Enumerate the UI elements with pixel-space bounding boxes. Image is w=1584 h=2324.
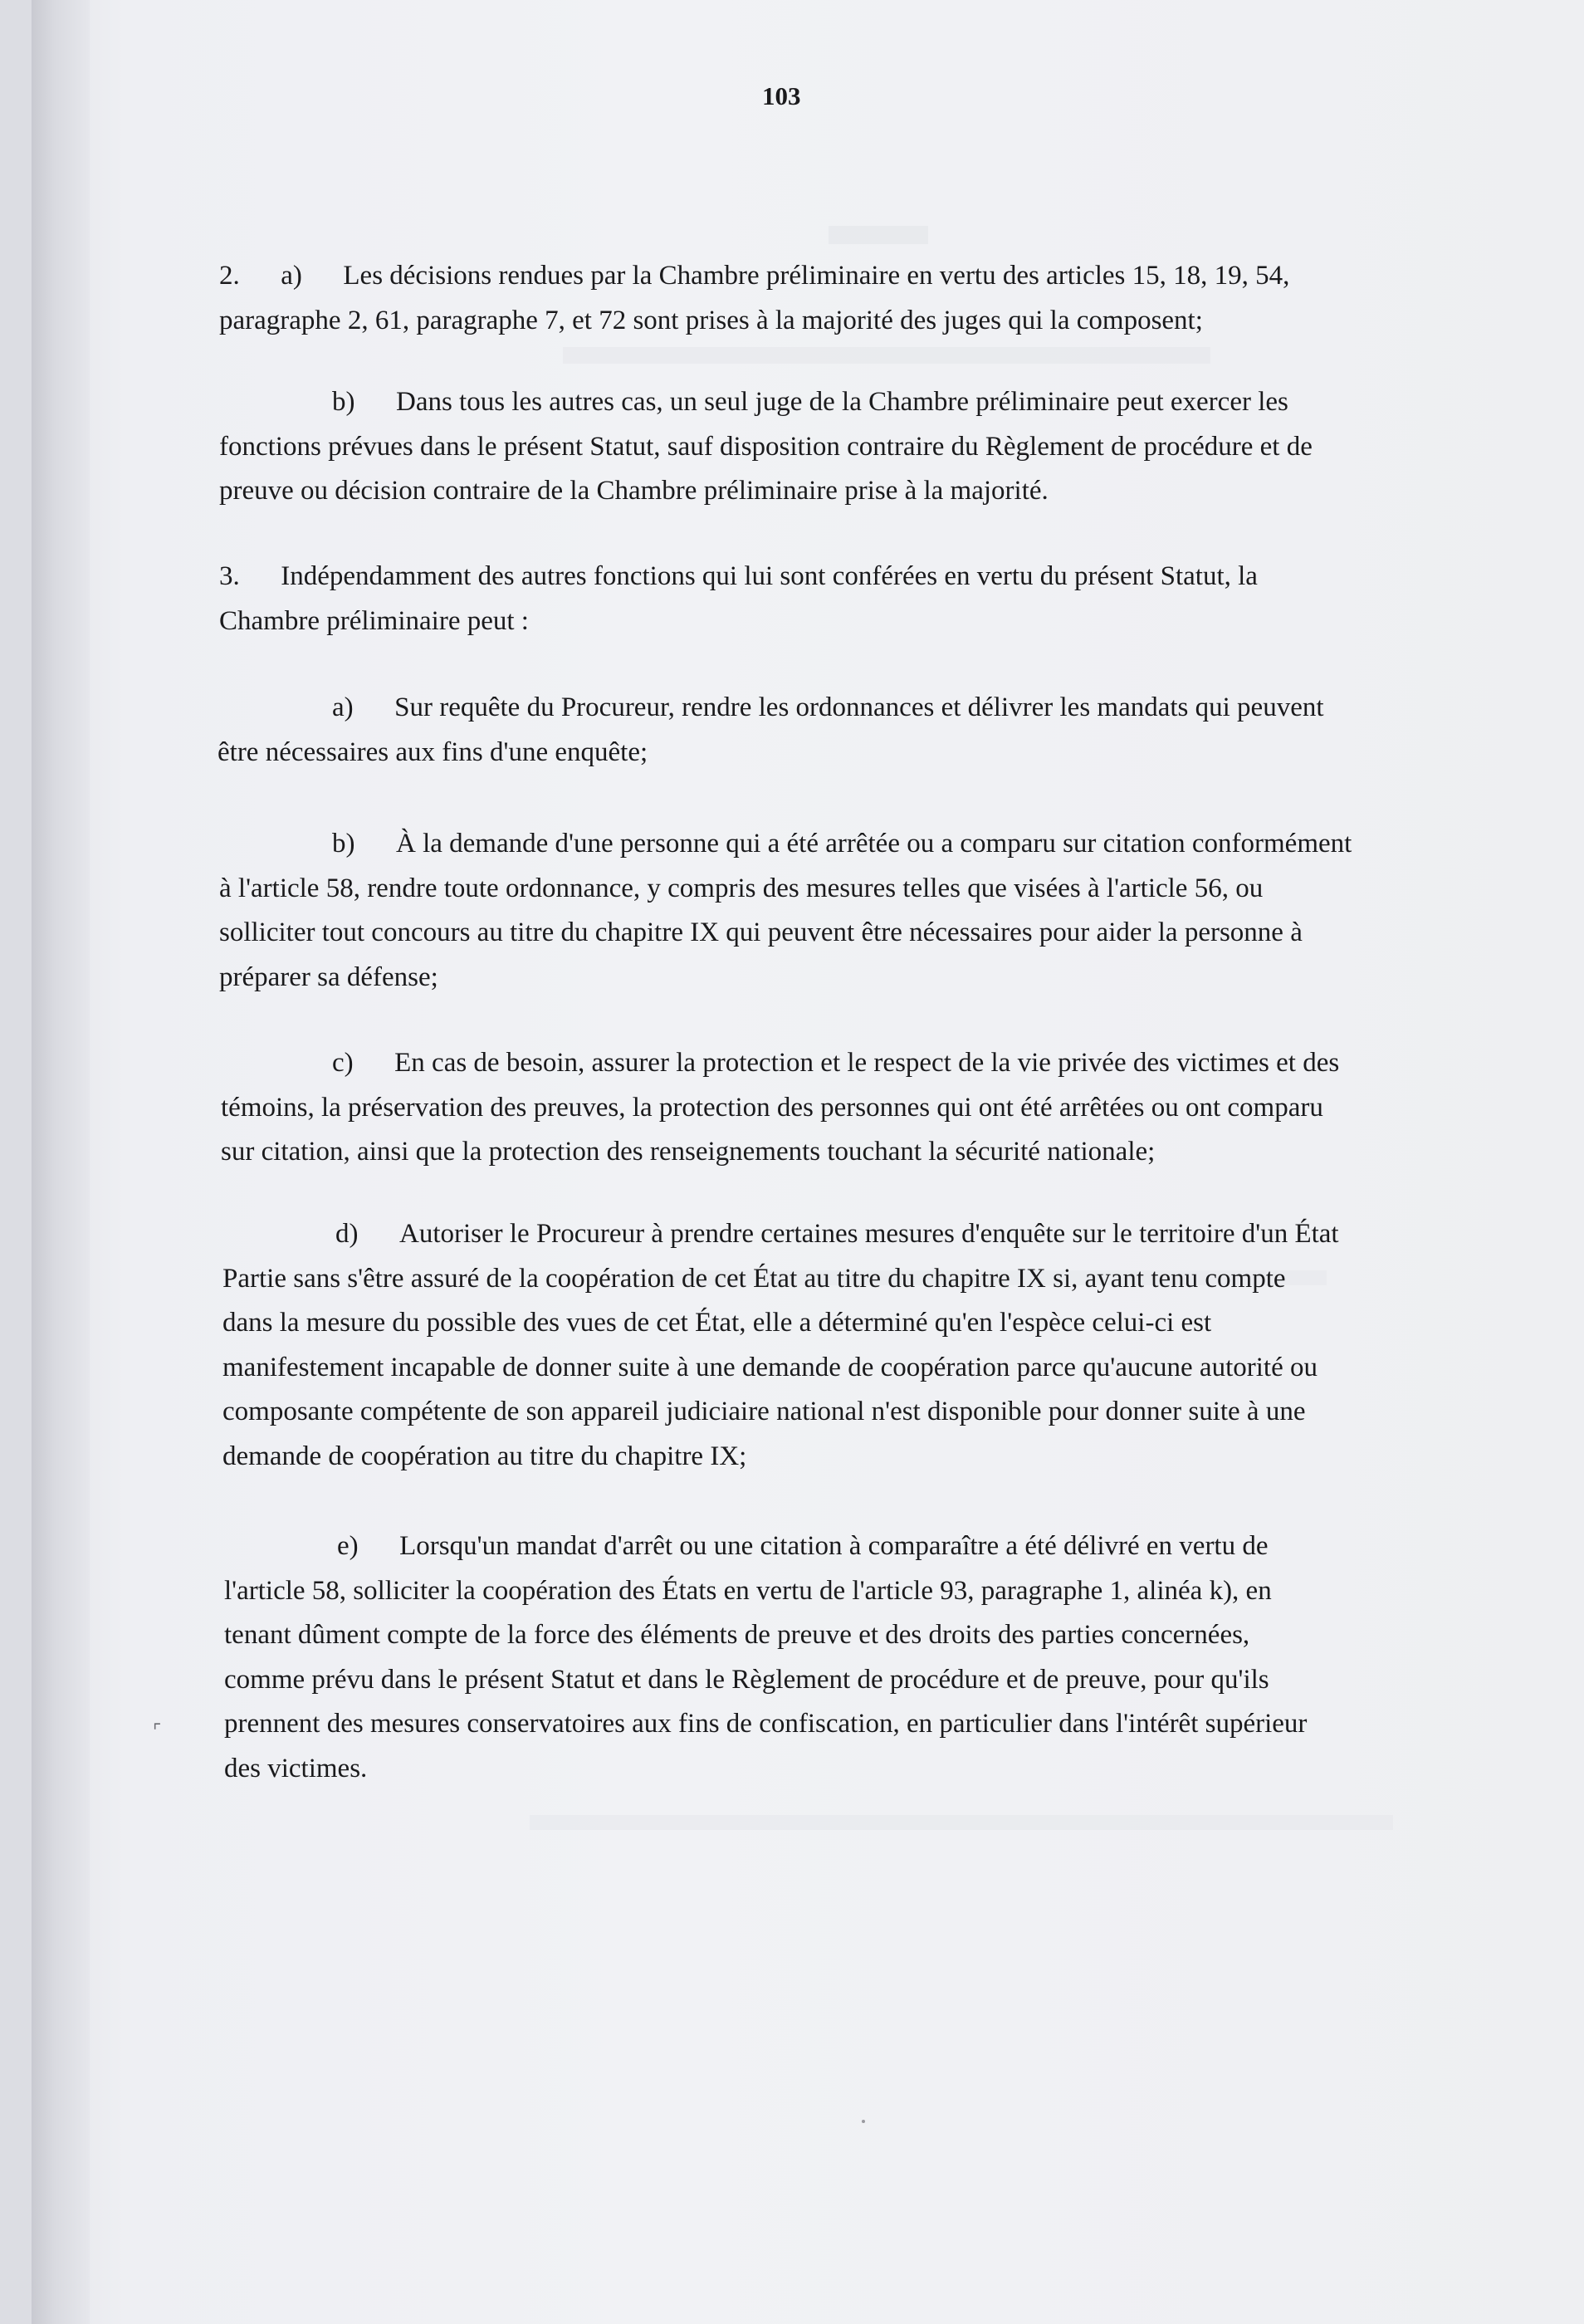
text-line: preuve ou décision contraire de la Chambre préliminaire prise à la majorité. — [219, 476, 1049, 506]
document-text — [32, 0, 1584, 2324]
text-line: paragraphe 2, 61, paragraphe 7, et 72 sont prises à la majorité des juges qui la composent; — [219, 305, 1203, 335]
text-line: d) Autoriser le Procureur à prendre certaines mesures d'enquête sur le territoire d'un État — [335, 1219, 1339, 1249]
text-line: comme prévu dans le présent Statut et dans le Règlement de procédure et de preuve, pour qu'ils — [224, 1664, 1269, 1695]
text-line: solliciter tout concours au titre du chapitre IX qui peuvent être nécessaires pour aider la personne à — [219, 917, 1303, 947]
text-line: à l'article 58, rendre toute ordonnance, y compris des mesures telles que visées à l'article 56, ou — [219, 873, 1264, 903]
page-number: 103 — [762, 81, 801, 110]
text-line: 3. Indépendamment des autres fonctions qui lui sont conférées en vertu du présent Statut, la — [219, 561, 1258, 591]
paragraph-3b — [219, 822, 1352, 1000]
paragraph-3 — [219, 555, 1258, 643]
text-line: manifestement incapable de donner suite à une demande de coopération parce qu'aucune autorité ou — [222, 1352, 1318, 1382]
paragraph-3a — [219, 686, 1324, 775]
text-line: sur citation, ainsi que la protection des renseignements touchant la sécurité nationale; — [221, 1137, 1156, 1167]
text-line: e) Lorsqu'un mandat d'arrêt ou une citation à comparaître a été délivré en vertu de — [337, 1531, 1269, 1561]
text-line: préparer sa défense; — [219, 961, 438, 992]
paragraph-3c — [221, 1041, 1339, 1175]
document-page — [32, 0, 1584, 2324]
text-line: prennent des mesures conservatoires aux fins de confiscation, en particulier dans l'intérêt supérieur — [224, 1709, 1308, 1739]
paragraph-2a — [219, 254, 1289, 343]
text-line: 2. a) Les décisions rendues par la Chambre préliminaire en vertu des articles 15, 18, 19, 54, — [219, 261, 1290, 291]
text-line: être nécessaires aux fins d'une enquête; — [218, 736, 648, 767]
paragraph-3e — [224, 1524, 1307, 1791]
text-line: composante compétente de son appareil judiciaire national n'est disponible pour donner suite à une — [222, 1397, 1306, 1426]
paragraph-2b — [219, 380, 1313, 514]
text-line: des victimes. — [224, 1753, 368, 1783]
margin-mark-icon: ⌜ — [153, 1721, 162, 1742]
text-line: dans la mesure du possible des vues de cet État, elle a déterminé qu'en l'espèce celui-ci est — [222, 1308, 1212, 1338]
text-line: b) À la demande d'une personne qui a été arrêtée ou a comparu sur citation conformément — [332, 829, 1352, 859]
text-line: fonctions prévues dans le présent Statut, sauf disposition contraire du Règlement de procédure et de — [219, 431, 1313, 462]
text-line: témoins, la préservation des preuves, la protection des personnes qui ont été arrêtées ou ont comparu — [221, 1092, 1323, 1123]
text-line: Partie sans s'être assuré de la coopération de cet État au titre du chapitre IX si, ayant tenu compte — [222, 1263, 1286, 1294]
text-line: b) Dans tous les autres cas, un seul juge de la Chambre préliminaire peut exercer les — [332, 387, 1288, 417]
text-line: c) En cas de besoin, assurer la protection et le respect de la vie privée des victimes et des — [332, 1048, 1340, 1078]
text-line: l'article 58, solliciter la coopération des États en vertu de l'article 93, paragraphe 1, alinéa k), en — [224, 1575, 1272, 1606]
text-line: demande de coopération au titre du chapitre IX; — [222, 1441, 747, 1471]
text-line: a) Sur requête du Procureur, rendre les ordonnances et délivrer les mandats qui peuvent — [332, 692, 1324, 722]
paragraph-3d — [222, 1212, 1339, 1479]
stray-dot-icon — [862, 2120, 865, 2123]
text-line: Chambre préliminaire peut : — [219, 605, 529, 636]
text-line: tenant dûment compte de la force des éléments de preuve et des droits des parties concernées, — [224, 1620, 1250, 1650]
